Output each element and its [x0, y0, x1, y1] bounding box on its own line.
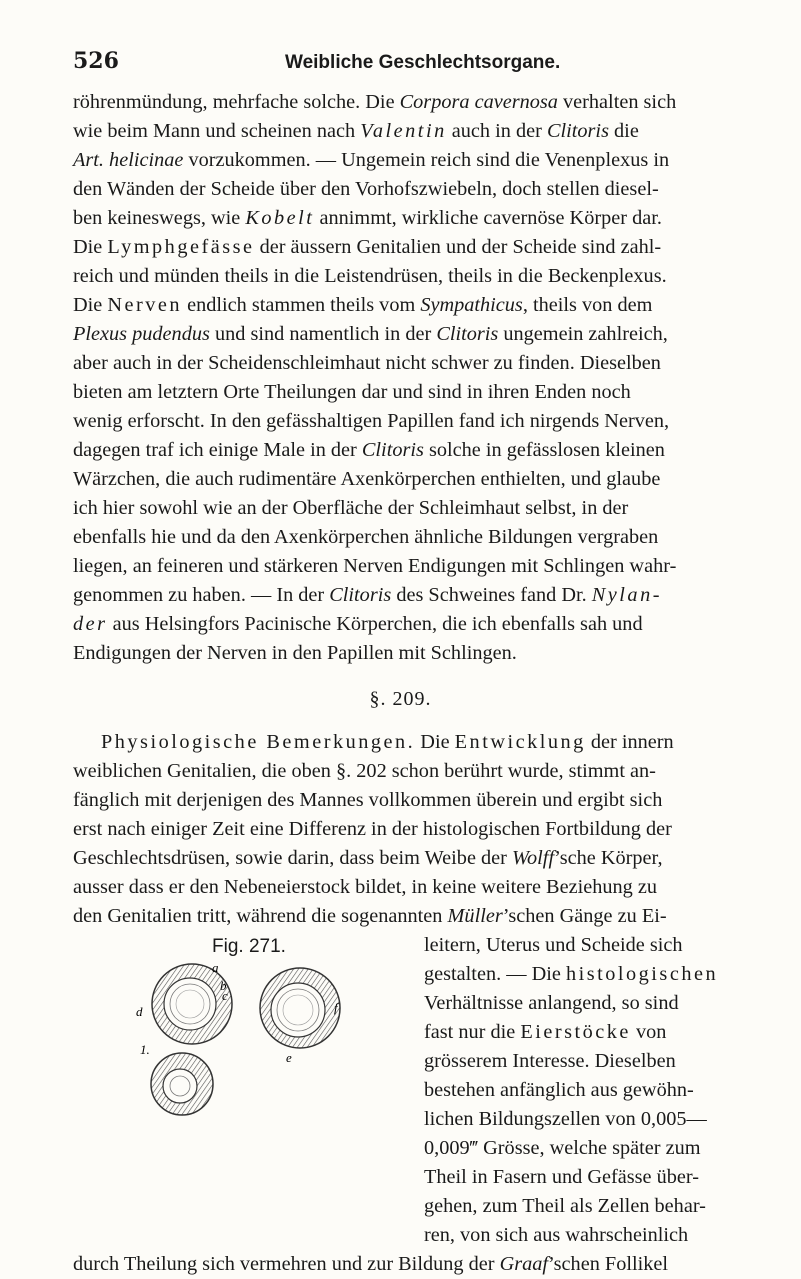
text-line: dagegen traf ich einige Male in der Clitoris solche in gefässlosen kleinen: [73, 439, 665, 461]
text-line: ren, von sich aus wahrscheinlich: [424, 1224, 689, 1246]
text-line: ben keineswegs, wie Kobelt annimmt, wirkliche cavernöse Körper dar.: [73, 207, 662, 229]
text-line: 0,009‴ Grösse, welche später zum: [424, 1137, 701, 1159]
text-line: der aus Helsingfors Pacinische Körperchen, die ich ebenfalls sah und: [73, 613, 643, 635]
text-line: grösserem Interesse. Dieselben: [424, 1050, 676, 1072]
text-line: aber auch in der Scheidenschleimhaut nicht schwer zu finden. Dieselben: [73, 352, 661, 374]
text-line: genommen zu haben. — In der Clitoris des Schweines fand Dr. Nylan-: [73, 584, 662, 606]
text-line: Physiologische Bemerkungen. Die Entwicklung der innern: [101, 731, 674, 753]
letter-label: e: [286, 1050, 292, 1065]
letter-label: b: [220, 978, 227, 993]
text-line: ausser dass er den Nebeneierstock bildet, in keine weitere Beziehung zu: [73, 876, 657, 898]
text-line: gehen, zum Theil als Zellen behar-: [424, 1195, 706, 1217]
text-line: lichen Bildungszellen von 0,005—: [424, 1108, 707, 1130]
text-line: wie beim Mann und scheinen nach Valentin auch in der Clitoris die: [73, 120, 639, 142]
running-head: Weibliche Geschlechtsorgane.: [285, 52, 561, 73]
text-line: wenig erforscht. In den gefässhaltigen Papillen fand ich nirgends Nerven,: [73, 410, 670, 432]
page-header: [73, 44, 741, 80]
text-line: den Wänden der Scheide über den Vorhofszwiebeln, doch stellen diesel-: [73, 178, 659, 200]
text-line: Plexus pudendus und sind namentlich in der Clitoris ungemein zahlreich,: [73, 323, 668, 345]
text-line: fast nur die Eierstöcke von: [424, 1021, 667, 1043]
text-line: Geschlechtsdrüsen, sowie darin, dass beim Weibe der Wolff’sche Körper,: [73, 847, 663, 869]
text-line: Wärzchen, die auch rudimentäre Axenkörperchen enthielten, und glaube: [73, 468, 661, 490]
text-line: fänglich mit derjenigen des Mannes vollkommen überein und ergibt sich: [73, 789, 663, 811]
section-heading: §. 209.: [369, 688, 432, 710]
text-line: Die Lymphgefässe der äussern Genitalien und der Scheide sind zahl-: [73, 236, 662, 258]
text-line: reich und münden theils in die Leistendrüsen, theils in die Beckenplexus.: [73, 265, 667, 287]
letter-label: d: [136, 1004, 143, 1019]
figure-label: Fig. 271.: [212, 936, 286, 957]
text-line: erst nach einiger Zeit eine Differenz in der histologischen Fortbildung der: [73, 818, 672, 840]
text-line: leitern, Uterus und Scheide sich: [424, 934, 683, 956]
text-line: röhrenmündung, mehrfache solche. Die Corpora cavernosa verhalten sich: [73, 91, 677, 113]
text-line: Die Nerven endlich stammen theils vom Sympathicus, theils von dem: [73, 294, 653, 316]
text-line: Verhältnisse anlangend, so sind: [424, 992, 679, 1014]
follicle-illustration: [130, 958, 390, 1138]
text-line: gestalten. — Die histologischen: [424, 963, 719, 985]
page-number: 526: [73, 48, 119, 74]
letter-label: f: [334, 1000, 338, 1015]
text-line: weiblichen Genitalien, die oben §. 202 schon berührt wurde, stimmt an-: [73, 760, 656, 782]
panel-label: 1.: [140, 1042, 150, 1057]
text-line: liegen, an feineren und stärkeren Nerven Endigungen mit Schlingen wahr-: [73, 555, 677, 577]
letter-label: c: [222, 988, 228, 1003]
text-line: den Genitalien tritt, während die sogenannten Müller’schen Gänge zu Ei-: [73, 905, 667, 927]
follicle-3: [151, 1053, 213, 1115]
text-line: bieten am letztern Orte Theilungen dar und sind in ihren Enden noch: [73, 381, 631, 403]
text-line: Art. helicinae vorzukommen. — Ungemein reich sind die Venenplexus in: [73, 149, 670, 171]
figure-271: [130, 936, 390, 1116]
text-line: Theil in Fasern und Gefässe über-: [424, 1166, 699, 1188]
text-line: bestehen anfänglich aus gewöhn-: [424, 1079, 694, 1101]
text-line: ich hier sowohl wie an der Oberfläche der Schleimhaut selbst, in der: [73, 497, 629, 519]
follicle-1: [152, 964, 232, 1044]
text-line: ebenfalls hie und da den Axenkörperchen ähnliche Bildungen vergraben: [73, 526, 659, 548]
text-line: durch Theilung sich vermehren und zur Bildung der Graaf’schen Follikel: [73, 1253, 669, 1275]
follicle-2: [260, 968, 340, 1048]
text-line: Endigungen der Nerven in den Papillen mit Schlingen.: [73, 642, 517, 664]
letter-label: a: [212, 960, 219, 975]
